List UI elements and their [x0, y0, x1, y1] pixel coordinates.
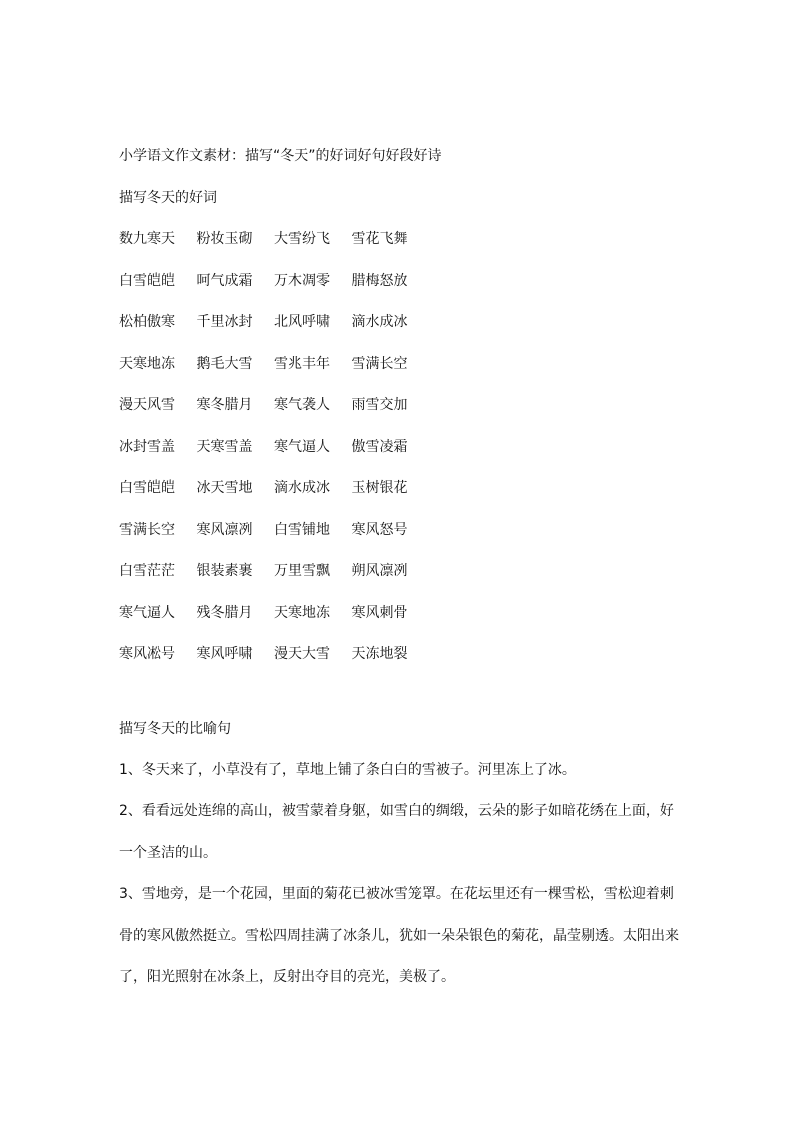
- word-row: [119, 354, 679, 374]
- simile-line: 2、看看远处连绵的高山，被雪蒙着身躯，如雪白的绸缎，云朵的影子如暗花绣在上面，好: [119, 803, 674, 819]
- simile-paragraphs: [119, 760, 679, 1009]
- word-item: 数九寒天: [119, 231, 175, 247]
- word-item: 寒风凛冽: [196, 521, 253, 538]
- word-item: 松柏傲寒: [119, 314, 175, 330]
- word-item: 白雪皑皑: [119, 272, 175, 289]
- word-item: 漫天风雪: [119, 397, 175, 413]
- word-item: 大雪纷飞: [274, 231, 330, 247]
- word-item: 冰天雪地: [196, 480, 253, 496]
- word-item: 粉妆玉砌: [196, 231, 253, 247]
- word-item: 银装素裹: [196, 563, 253, 579]
- word-item: 雪满长空: [351, 355, 408, 372]
- word-item: 冰封雪盖: [119, 438, 175, 455]
- word-row: [119, 312, 679, 332]
- word-item: 天寒地冻: [119, 355, 175, 372]
- word-item: 鹅毛大雪: [196, 355, 253, 372]
- word-row: [119, 603, 679, 623]
- word-row: [119, 644, 679, 664]
- simile-line: 一个圣洁的山。: [119, 844, 217, 861]
- word-item: 白雪铺地: [274, 521, 330, 538]
- word-item: 天寒地冻: [274, 604, 330, 621]
- word-item: 腊梅怒放: [351, 272, 408, 289]
- word-list: [119, 229, 679, 664]
- word-item: 玉树银花: [351, 480, 408, 496]
- word-row: [119, 561, 679, 581]
- word-item: 雨雪交加: [351, 397, 408, 413]
- word-item: 残冬腊月: [196, 604, 253, 621]
- word-item: 万里雪飘: [274, 563, 330, 579]
- word-item: 呵气成霜: [196, 272, 253, 289]
- word-item: 漫天大雪: [274, 646, 330, 662]
- word-item: 天寒雪盖: [196, 438, 253, 455]
- word-row: [119, 229, 679, 249]
- word-item: 万木凋零: [274, 272, 330, 289]
- document-content: [119, 146, 679, 1009]
- word-item: 寒气逼人: [274, 438, 330, 455]
- simile-line: 骨的寒风傲然挺立。雪松四周挂满了冰条儿，犹如一朵朵银色的菊花，晶莹剔透。太阳出来: [119, 927, 679, 944]
- word-item: 寒冬腊月: [196, 397, 253, 413]
- word-item: 朔风凛冽: [351, 563, 408, 579]
- word-item: 滴水成冰: [351, 314, 408, 330]
- word-item: 傲雪凌霜: [351, 438, 408, 455]
- simile-heading: 描写冬天的比喻句: [119, 720, 231, 737]
- simile-line: 了，阳光照射在冰条上，反射出夺目的亮光，美极了。: [119, 969, 455, 985]
- word-item: 寒风怒号: [351, 521, 408, 538]
- word-row: [119, 520, 679, 540]
- word-item: 千里冰封: [196, 314, 253, 330]
- word-item: 雪满长空: [119, 521, 175, 538]
- document-title: 小学语文作文素材：描写“冬天”的好词好句好段好诗: [119, 148, 442, 164]
- word-item: 北风呼啸: [274, 314, 330, 330]
- word-item: 寒气逼人: [119, 604, 175, 621]
- word-item: 白雪皑皑: [119, 480, 175, 496]
- simile-line: 1、冬天来了，小草没有了，草地上铺了条白白的雪被子。河里冻上了冰。: [119, 761, 576, 778]
- word-row: [119, 478, 679, 498]
- word-item: 寒风凇号: [119, 646, 175, 662]
- word-item: 滴水成冰: [274, 480, 330, 496]
- word-item: 白雪茫茫: [119, 563, 175, 579]
- simile-line: 3、雪地旁，是一个花园，里面的菊花已被冰雪笼罩。在花坛里还有一棵雪松，雪松迎着刺: [119, 886, 674, 902]
- words-heading: 描写冬天的好词: [119, 190, 217, 206]
- section-spacer: [119, 686, 679, 719]
- word-row: [119, 395, 679, 415]
- word-item: 寒风呼啸: [196, 646, 253, 662]
- word-item: 寒气袭人: [274, 397, 330, 413]
- word-row: [119, 437, 679, 457]
- word-item: 天冻地裂: [351, 646, 408, 662]
- word-item: 寒风刺骨: [351, 604, 408, 621]
- word-item: 雪兆丰年: [274, 355, 330, 372]
- word-item: 雪花飞舞: [351, 231, 408, 247]
- word-row: [119, 271, 679, 291]
